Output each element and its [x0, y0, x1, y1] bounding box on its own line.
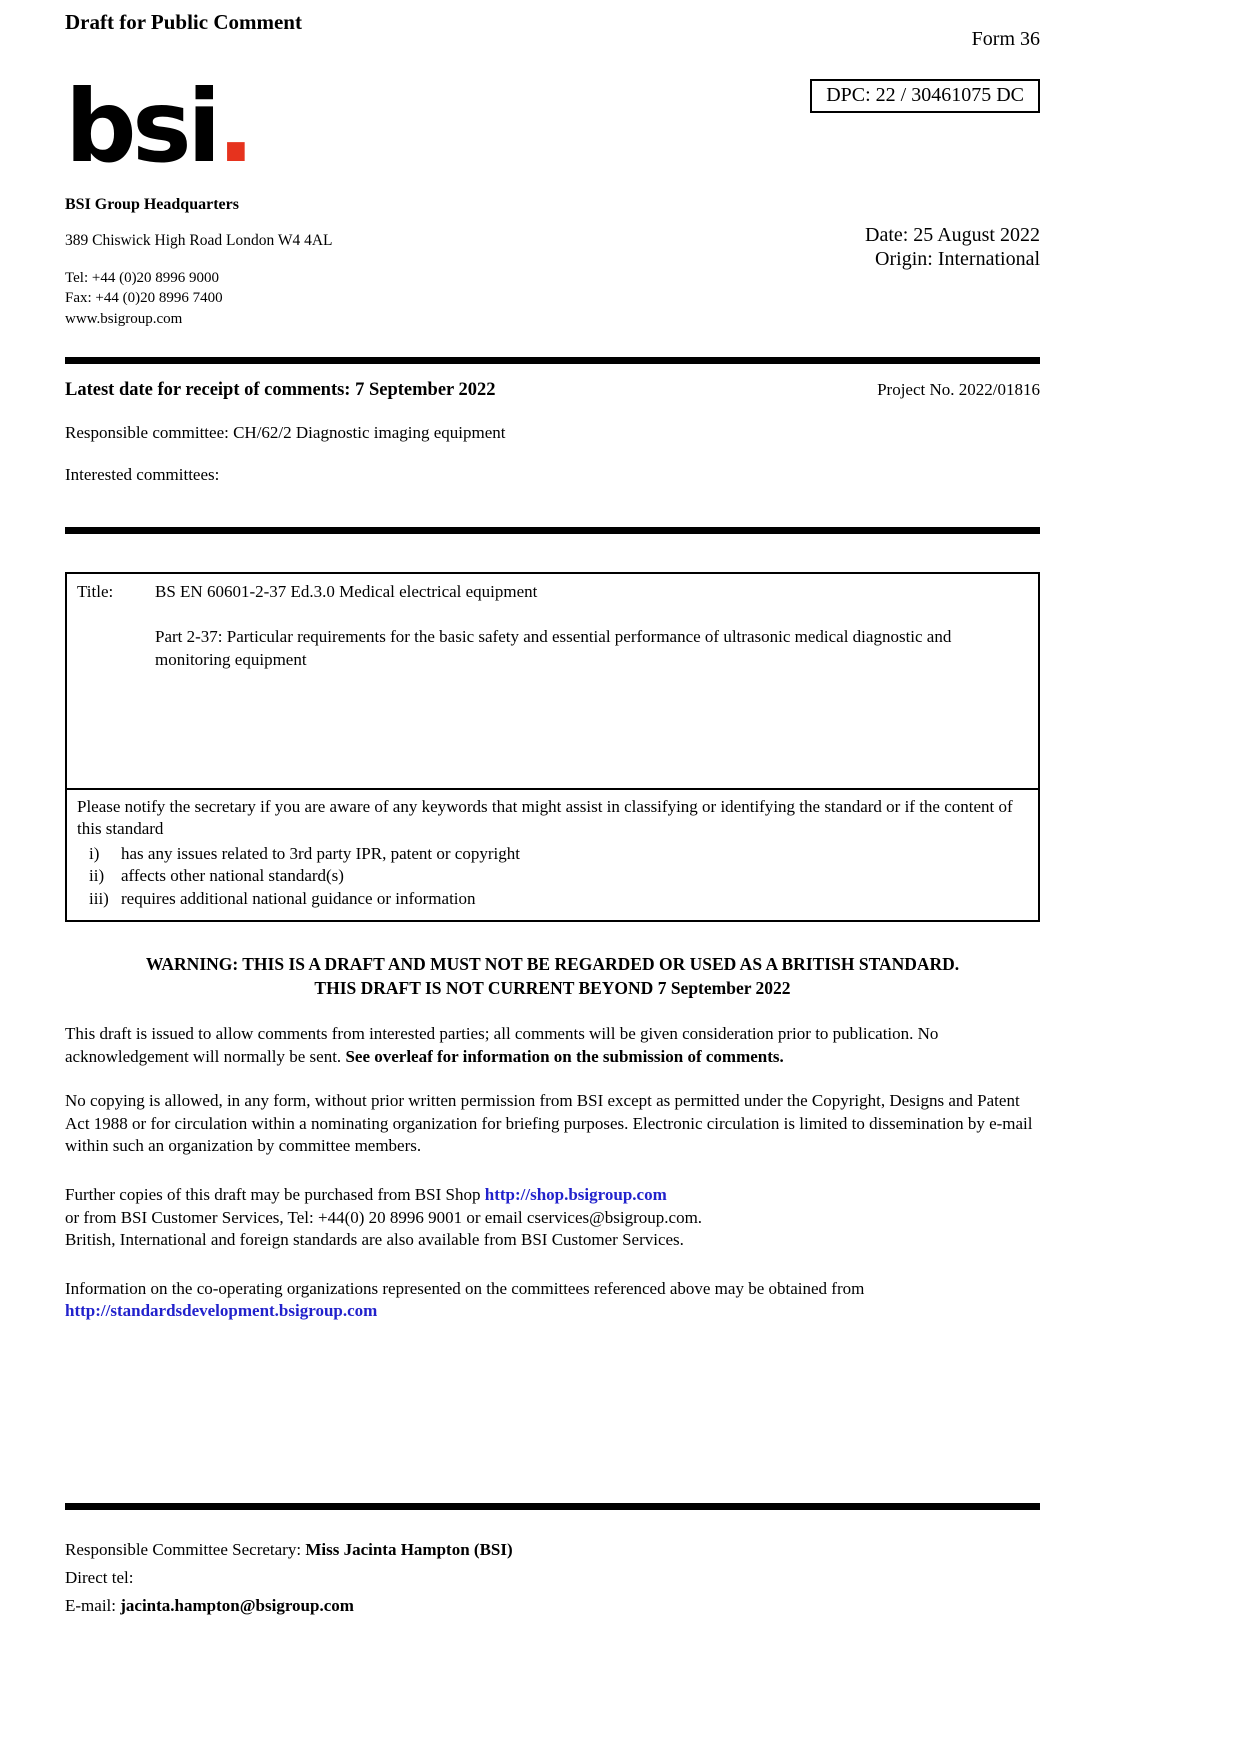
form-number-label: Form 36 [971, 28, 1040, 50]
title-label: Title: [77, 581, 114, 601]
keywords-item [89, 843, 1028, 865]
purchase-line1-text: Further copies of this draft may be purchased from BSI Shop [65, 1184, 485, 1204]
draft-for-public-comment-label: Draft for Public Comment [65, 10, 302, 34]
title-content [155, 582, 1028, 780]
notice-paragraph-purchase [65, 1184, 1040, 1252]
notice-comments-bold: See overleaf for information on the submission of comments. [345, 1046, 784, 1066]
keywords-item-text: has any issues related to 3rd party IPR, patent or copyright [121, 843, 520, 863]
standards-development-link[interactable]: http://standardsdevelopment.bsigroup.com [65, 1301, 378, 1321]
contact-website: www.bsigroup.com [65, 310, 183, 327]
horizontal-divider-middle [65, 527, 1040, 534]
bsi-logo-text: bsi [65, 68, 217, 185]
keywords-box [65, 788, 1040, 922]
standard-title-line2: Part 2-37: Particular requirements for the basic safety and essential performance of ultrasonic medical diagnostic and monitoring equipment [155, 626, 952, 669]
notice-comments-text: This draft is issued to allow comments from interested parties; all comments will be given consideration prior to publication. No acknowledgement will normally be sent. [65, 1023, 939, 1066]
keywords-item-text: requires additional national guidance or information [121, 888, 476, 908]
keywords-item-marker: i) [89, 843, 100, 863]
direct-tel-line: Direct tel: [65, 1568, 134, 1588]
responsible-committee-line: Responsible committee: CH/62/2 Diagnostic imaging equipment [65, 422, 506, 442]
secretary-line [65, 1536, 1040, 1564]
bsi-logo-red-dot: . [216, 68, 255, 185]
top-section [65, 68, 1040, 329]
dpc-number-box: DPC: 22 / 30461075 DC [810, 79, 1040, 113]
keywords-item [89, 865, 1028, 887]
origin-line: Origin: International [875, 248, 1040, 270]
interested-committees-line: Interested committees: [65, 464, 220, 484]
bsi-shop-link[interactable]: http://shop.bsigroup.com [484, 1184, 667, 1204]
keywords-item-text: affects other national standard(s) [121, 866, 344, 886]
hq-address: 389 Chiswick High Road London W4 4AL [65, 232, 333, 249]
secretary-label: Responsible Committee Secretary: [65, 1540, 306, 1560]
secretary-name: Miss Jacinta Hampton (BSI) [305, 1540, 513, 1560]
notice-paragraph-cooperating-orgs [65, 1278, 1040, 1323]
email-line [65, 1592, 1040, 1620]
contact-block [65, 196, 585, 329]
keywords-intro: Please notify the secretary if you are aware of any keywords that might assist in classifying or identifying the standard or if the content of this standard [77, 796, 1013, 839]
purchase-line3: British, International and foreign standards are also available from BSI Customer Services. [65, 1230, 684, 1250]
date-line: Date: 25 August 2022 [865, 224, 1040, 246]
purchase-line1 [65, 1184, 1040, 1207]
comments-deadline-row [65, 380, 1040, 401]
draft-warning-line2: THIS DRAFT IS NOT CURRENT BEYOND 7 September 2022 [314, 978, 791, 999]
contact-details [65, 268, 585, 329]
top-right-column [810, 79, 1040, 329]
email-label: E-mail: [65, 1596, 121, 1616]
keywords-item-marker: iii) [89, 888, 109, 908]
horizontal-divider-top [65, 357, 1040, 364]
top-left-column [65, 68, 585, 329]
project-number: Project No. 2022/01816 [877, 379, 1040, 399]
horizontal-divider-bottom [65, 1503, 1040, 1510]
contact-tel: Tel: +44 (0)20 8996 9000 [65, 270, 220, 286]
keywords-item-marker: ii) [89, 866, 105, 886]
hq-title: BSI Group Headquarters [65, 196, 239, 213]
contact-fax: Fax: +44 (0)20 8996 7400 [65, 290, 223, 307]
title-box [65, 572, 1040, 790]
draft-warning [65, 952, 1040, 1001]
email-value: jacinta.hampton@bsigroup.com [120, 1596, 354, 1616]
secretary-footer [65, 1536, 1040, 1620]
cooperating-orgs-text: Information on the co-operating organizations represented on the committees referenced above may be obtained from [65, 1278, 865, 1298]
bsi-logo [65, 68, 585, 185]
keywords-list [77, 843, 1028, 910]
purchase-line2: or from BSI Customer Services, Tel: +44(0) 20 8996 9001 or email cservices@bsigroup.com. [65, 1207, 703, 1227]
latest-date-for-comments: Latest date for receipt of comments: 7 September 2022 [65, 379, 496, 400]
notice-paragraph-comments [65, 1023, 1040, 1068]
header-row [65, 10, 1040, 51]
date-origin-block [810, 223, 1040, 271]
notice-paragraph-copyright: No copying is allowed, in any form, without prior written permission from BSI except as permitted under the Copyright, Designs and Patent Act 1988 or for circulation within a nominating organization for briefing purposes. Electronic circulation is limited to dissemination by e-mail within such an organization by committee members. [65, 1091, 1033, 1156]
standard-title-line1: BS EN 60601-2-37 Ed.3.0 Medical electrical equipment [155, 581, 538, 601]
keywords-item [89, 888, 1028, 910]
draft-warning-line1: WARNING: THIS IS A DRAFT AND MUST NOT BE REGARDED OR USED AS A BRITISH STANDARD. [145, 953, 960, 974]
